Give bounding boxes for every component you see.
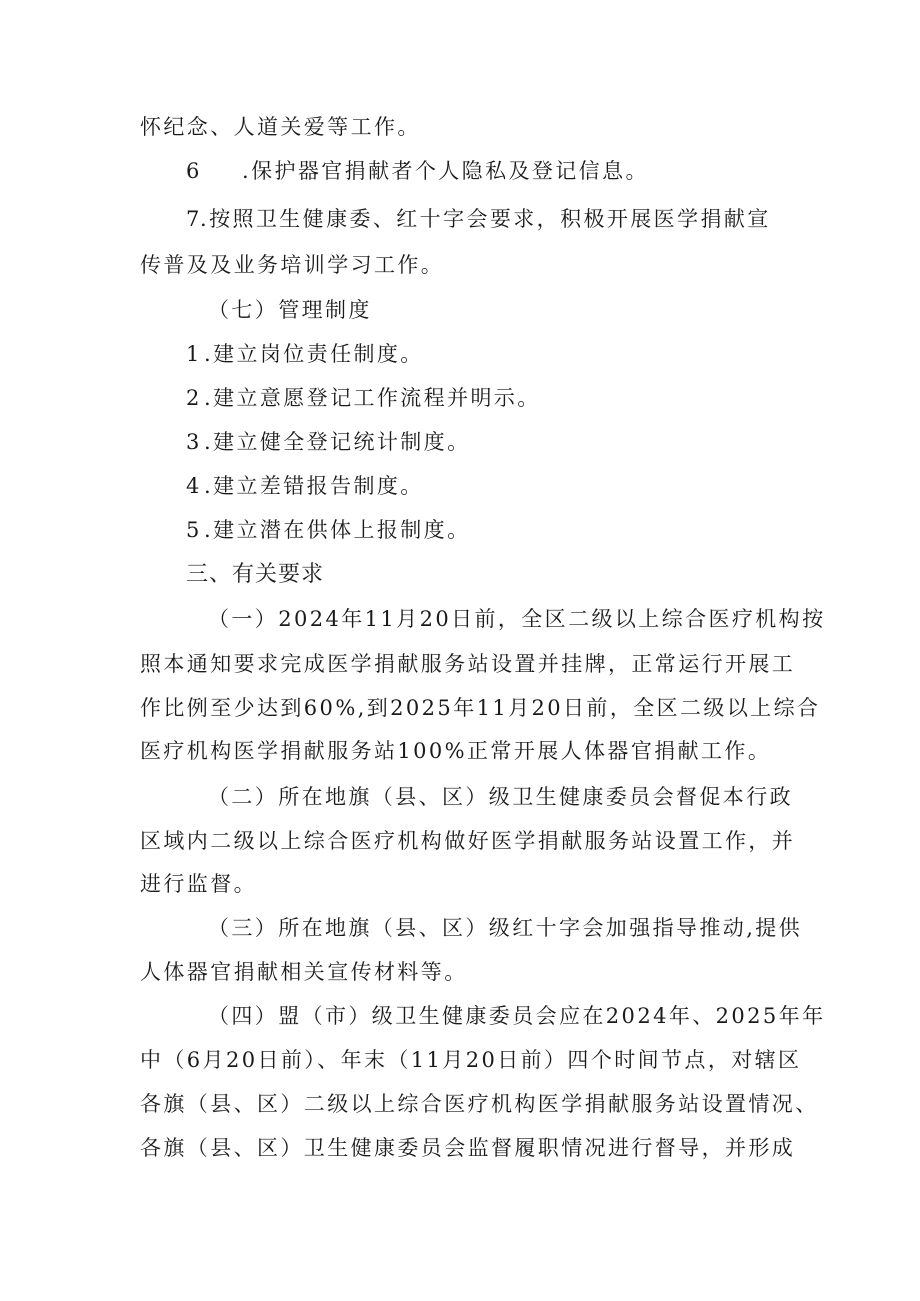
duty-item-7 <box>186 205 771 233</box>
requirement-2-line-2: 区域内二级以上综合医疗机构做好医学捐献服务站设置工作，并 <box>140 829 796 853</box>
section-heading-requirements: 三、有关要求 <box>186 562 325 587</box>
requirement-4-line-3: 各旗（县、区）二级以上综合医疗机构医学捐献服务站设置情况、 <box>140 1092 819 1116</box>
management-item-2 <box>186 384 541 412</box>
continuation-line: 怀纪念、人道关爱等工作。 <box>140 115 421 139</box>
management-item-5-text: .建立潜在供体上报制度。 <box>204 518 471 542</box>
management-item-3-text: .建立健全登记统计制度。 <box>204 430 471 454</box>
duty-item-6-text: .保护器官捐献者个人隐私及登记信息。 <box>242 159 649 183</box>
management-item-2-text: .建立意愿登记工作流程并明示。 <box>204 386 541 410</box>
duty-item-7-continuation: 传普及及业务培训学习工作。 <box>140 253 445 277</box>
duty-item-7-text: .按照卫生健康委、红十字会要求，积极开展医学捐献宣 <box>200 207 771 231</box>
duty-item-6-number: 6 <box>186 159 202 183</box>
requirement-3-line-1: （三）所在地旗（县、区）级红十字会加强指导推动,提供 <box>208 916 803 940</box>
requirement-1-line-4: 医疗机构医学捐献服务站100%正常开展人体器官捐献工作。 <box>140 739 772 763</box>
management-item-5 <box>186 516 470 544</box>
management-item-5-number: 5 <box>186 518 202 542</box>
requirement-1-line-1: （一）2024年11月20日前，全区二级以上综合医疗机构按 <box>208 607 826 631</box>
subsection-title-management: （七）管理制度 <box>208 298 372 322</box>
requirement-3-line-2: 人体器官捐献相关宣传材料等。 <box>140 960 468 984</box>
management-item-1-number: 1 <box>186 342 202 366</box>
management-item-4 <box>186 472 424 500</box>
management-item-1-text: .建立岗位责任制度。 <box>204 342 424 366</box>
management-item-4-text: .建立差错报告制度。 <box>204 474 424 498</box>
requirement-2-line-1: （二）所在地旗（县、区）级卫生健康委员会督促本行政 <box>208 785 793 809</box>
management-item-4-number: 4 <box>186 474 202 498</box>
duty-item-6 <box>186 157 649 185</box>
duty-item-7-number: 7 <box>186 207 202 231</box>
management-item-3 <box>186 428 470 456</box>
management-item-1 <box>186 340 424 368</box>
requirement-4-line-4: 各旗（县、区）卫生健康委员会监督履职情况进行督导，并形成 <box>140 1136 796 1160</box>
requirement-1-line-3: 作比例至少达到60%,到2025年11月20日前，全区二级以上综合 <box>140 696 821 720</box>
requirement-1-line-2: 照本通知要求完成医学捐献服务站设置并挂牌，正常运行开展工 <box>140 652 796 676</box>
requirement-2-line-3: 进行监督。 <box>140 872 257 896</box>
requirement-4-line-1: （四）盟（市）级卫生健康委员会应在2024年、2025年年 <box>208 1004 826 1028</box>
requirement-4-line-2: 中（6月20日前）、年末（11月20日前）四个时间节点，对辖区 <box>140 1048 802 1072</box>
management-item-2-number: 2 <box>186 386 202 410</box>
management-item-3-number: 3 <box>186 430 202 454</box>
